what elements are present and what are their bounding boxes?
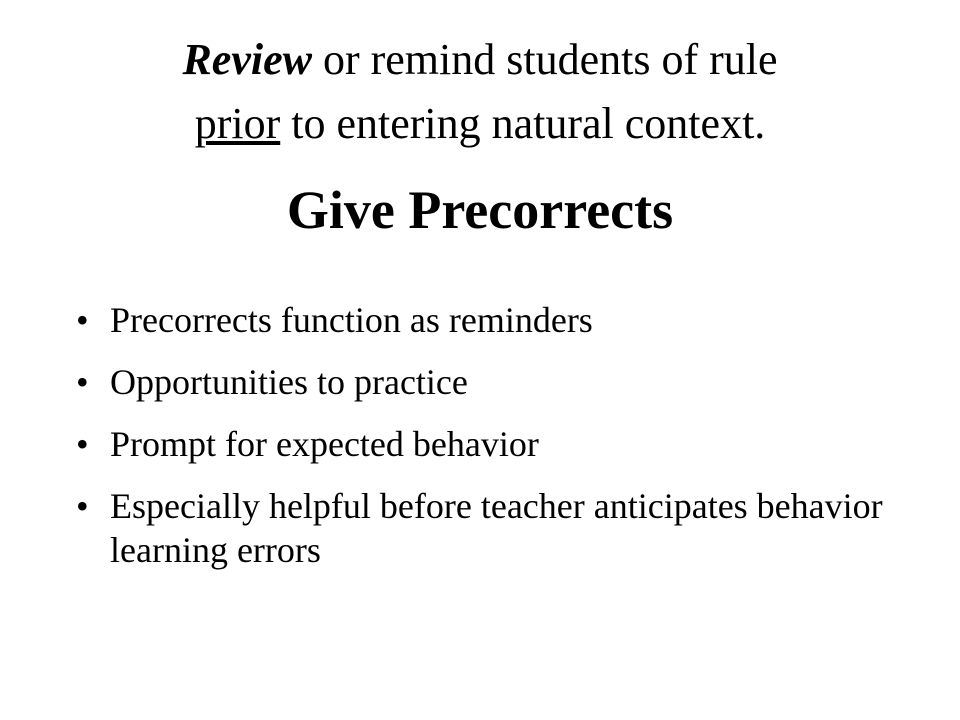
bullet-text: Opportunities to practice xyxy=(110,362,468,402)
bullet-icon: • xyxy=(76,486,89,526)
slide-subtitle xyxy=(0,28,960,156)
bullet-icon: • xyxy=(76,424,89,464)
bullet-text: Especially helpful before teacher anticipates behavior learning errors xyxy=(110,486,883,570)
bullet-item xyxy=(76,484,896,572)
bullet-item xyxy=(76,360,896,404)
bullet-item xyxy=(76,422,896,466)
bullet-text: Precorrects function as reminders xyxy=(110,300,593,340)
slide-title: Give Precorrects xyxy=(286,180,674,240)
subtitle-line-1-text: or remind students of rule xyxy=(311,35,778,84)
subtitle-line-2-text: to entering natural context. xyxy=(280,99,766,148)
subtitle-line-2 xyxy=(0,92,960,156)
subtitle-emphasis: Review xyxy=(182,35,312,84)
subtitle-line-1 xyxy=(0,28,960,92)
bullet-icon: • xyxy=(76,362,89,402)
bullet-list xyxy=(76,298,896,590)
bullet-item xyxy=(76,298,896,342)
bullet-text: Prompt for expected behavior xyxy=(110,424,539,464)
subtitle-underlined-word: prior xyxy=(194,99,281,148)
bullet-icon: • xyxy=(76,300,89,340)
